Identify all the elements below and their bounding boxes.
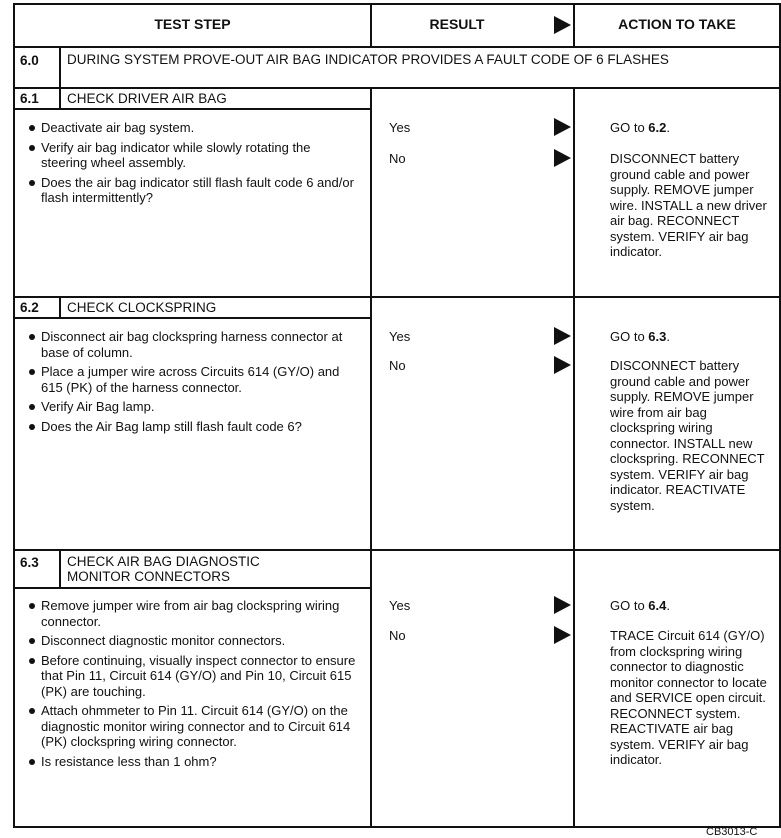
step-6-2-bullets xyxy=(25,329,355,438)
section-number: 6.0 xyxy=(20,53,39,68)
step-6-3-bullet-3: Before continuing, visually inspect connector to ensure that Pin 11, Circuit 614 (GY/O) and Pin 10, Circuit 615 (PK) are touching. xyxy=(25,653,367,700)
step-6-2-bullet-4: Does the Air Bag lamp still flash fault code 6? xyxy=(25,419,355,435)
step-6-3-title: CHECK AIR BAG DIAGNOSTIC MONITOR CONNECTORS xyxy=(67,554,260,584)
step-6-1-result-yes: Yes xyxy=(389,120,411,135)
step-6-3-bullet-5: Is resistance less than 1 ohm? xyxy=(25,754,367,770)
table-border-left xyxy=(13,3,15,828)
section-bottom-rule xyxy=(13,87,781,89)
step-6-2-number: 6.2 xyxy=(20,300,39,315)
header-bottom-rule xyxy=(13,46,781,48)
step-6-2-label-bottom xyxy=(13,317,372,319)
step-6-2-action-no: DISCONNECT battery ground cable and power supply. REMOVE jumper wire from air bag clockspring wiring connector. INSTALL new clockspring. RECONNECT system. VERIFY air bag indicator. REACTIVATE system. xyxy=(610,358,765,513)
step-6-2-number-divider xyxy=(59,298,61,318)
header-result: RESULT xyxy=(429,16,485,32)
step-6-1-bullet-1: Deactivate air bag system. xyxy=(25,120,360,136)
step-6-1-title: CHECK DRIVER AIR BAG xyxy=(67,91,227,106)
step-6-3-no-arrow-icon xyxy=(554,626,571,644)
header-action: ACTION TO TAKE xyxy=(618,16,736,32)
step-6-3-result-no: No xyxy=(389,628,406,643)
step-6-1-yes-arrow-icon xyxy=(554,118,571,136)
step-6-2-bullet-2: Place a jumper wire across Circuits 614 (GY/O) and 615 (PK) of the harness connector. xyxy=(25,364,355,395)
step-6-3-bullet-4: Attach ohmmeter to Pin 11. Circuit 614 (GY/O) on the diagnostic monitor wiring connector and to Circuit 614 (PK) clockspring wiring connector. xyxy=(25,703,367,750)
step-6-1-bullet-3: Does the air bag indicator still flash fault code 6 and/or flash intermittently? xyxy=(25,175,360,206)
step-6-2-title: CHECK CLOCKSPRING xyxy=(67,300,217,315)
step-6-1-bullets xyxy=(25,120,360,210)
col-divider-2 xyxy=(573,89,575,828)
table-border-bottom xyxy=(13,826,781,828)
step-6-3-number-divider xyxy=(59,551,61,588)
step-6-3-label-bottom xyxy=(13,587,372,589)
step-6-1-bottom-rule xyxy=(13,296,781,298)
step-6-1-action-no: DISCONNECT battery ground cable and power supply. REMOVE jumper wire. INSTALL a new driver air bag. RECONNECT system. VERIFY air bag indicator. xyxy=(610,151,767,259)
step-6-2-bullet-1: Disconnect air bag clockspring harness connector at base of column. xyxy=(25,329,355,360)
col-divider-1 xyxy=(370,89,372,828)
step-6-2-no-arrow-icon xyxy=(554,356,571,374)
step-6-1-result-no: No xyxy=(389,151,406,166)
step-6-1-label-bottom xyxy=(13,108,372,110)
section-number-divider xyxy=(59,48,61,89)
step-6-1-action-yes: GO to 6.2. xyxy=(610,120,670,135)
step-6-3-result-yes: Yes xyxy=(389,598,411,613)
step-6-2-action-yes: GO to 6.3. xyxy=(610,329,670,344)
step-6-2-bottom-rule xyxy=(13,549,781,551)
header-test-step: TEST STEP xyxy=(154,16,231,32)
step-6-1-number: 6.1 xyxy=(20,91,39,106)
step-6-2-bullet-3: Verify Air Bag lamp. xyxy=(25,399,355,415)
header-result-arrow-icon xyxy=(554,16,571,34)
step-6-1-bullet-2: Verify air bag indicator while slowly rotating the steering wheel assembly. xyxy=(25,140,360,171)
step-6-3-yes-arrow-icon xyxy=(554,596,571,614)
step-6-2-result-yes: Yes xyxy=(389,329,411,344)
step-6-3-bullet-1: Remove jumper wire from air bag clockspring wiring connector. xyxy=(25,598,367,629)
figure-code: CB3013-C xyxy=(706,826,758,838)
step-6-3-bullet-2: Disconnect diagnostic monitor connectors. xyxy=(25,633,367,649)
step-6-1-number-divider xyxy=(59,89,61,109)
step-6-3-action-no: TRACE Circuit 614 (GY/O) from clockspring wiring connector to diagnostic monitor connector to locate and SERVICE open circuit. RECONNECT system. REACTIVATE air bag system. VERIFY air bag indicator. xyxy=(610,628,767,767)
step-6-3-action-yes: GO to 6.4. xyxy=(610,598,670,613)
table-border-top xyxy=(13,3,781,5)
step-6-3-bullets xyxy=(25,598,367,773)
step-6-2-result-no: No xyxy=(389,358,406,373)
step-6-1-no-arrow-icon xyxy=(554,149,571,167)
step-6-3-number: 6.3 xyxy=(20,555,39,570)
section-title: DURING SYSTEM PROVE-OUT AIR BAG INDICATOR PROVIDES A FAULT CODE OF 6 FLASHES xyxy=(67,52,669,67)
step-6-2-yes-arrow-icon xyxy=(554,327,571,345)
